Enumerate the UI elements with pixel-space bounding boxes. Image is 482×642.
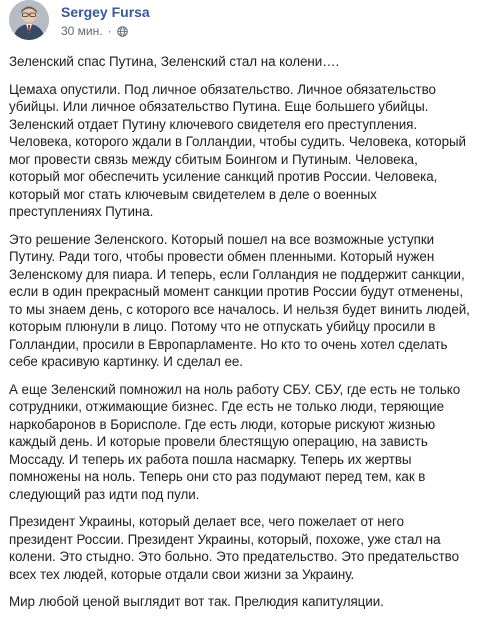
globe-icon[interactable] (117, 26, 128, 37)
author-name-link[interactable]: Sergey Fursa (61, 4, 150, 20)
post-paragraph: Цемаха опустили. Под личное обязательство. Личное обязательство убийцы. Или личное обязательство Путина. Еще большего убийцы. Зеленский отдает Путину ключевого свидетеля его преступления. Человека, которого ждали в Голландии, чтобы судить. Человека, который мог провести связь между сбитым Боингом и Путиным. Человека, который мог обеспечить усиление санкций против России. Человека, который мог стать ключевым свидетелем в деле о военных преступлениях Путина. (9, 81, 466, 219)
post-paragraph: А еще Зеленский помножил на ноль работу СБУ. СБУ, где есть не только сотрудники, отжимающие бизнес. Где есть не только люди, теряющие наркобаронов в Борисполе. Где есть люди, которые рискуют жизнью каждый день. И которые провели блестящую операцию, на зависть Моссаду. И теперь их работа пошла насмарку. Теперь их жертвы помножены на ноль. Теперь они сто раз подумают перед тем, как в следующий раз идти под пули. (9, 381, 461, 502)
avatar-photo (9, 0, 49, 40)
post-timestamp-link[interactable]: 30 мин. (61, 24, 103, 38)
post-body (9, 53, 470, 611)
post-paragraph: Президент Украины, который делает все, чего пожелает от него президент России. Президент Украины, который, похоже, уже стал на колени. Это стыдно. Это больно. Это предательство. Это предательство всех тех людей, которые отдали свои жизни за Украину. (9, 514, 459, 582)
post-meta (61, 24, 128, 38)
post-header (9, 0, 470, 44)
separator-dot: · (107, 24, 112, 38)
post-paragraph: Это решение Зеленского. Который пошел на все возможные уступки Путину. Ради того, чтобы провести обмен пленными. Который нужен Зеленскому для пиара. И теперь, если Голландия не поддержит санкции, если в один прекрасный момент санкции против России будут отменены, то мы знаем день, с которого все началось. И нельзя будет винить людей, которым плюнули в лицо. Потому что не отпускать убийцу просили в Голландии, просили в Европарламенте. Но кто то очень хотел сделать себе красивую картинку. И сделал ее. (9, 231, 470, 369)
avatar[interactable] (9, 0, 49, 40)
post-paragraph: Мир любой ценой выглядит вот так. Прелюдия капитуляции. (9, 594, 384, 609)
post-paragraph: Зеленский спас Путина, Зеленский стал на колени…. (9, 54, 340, 69)
